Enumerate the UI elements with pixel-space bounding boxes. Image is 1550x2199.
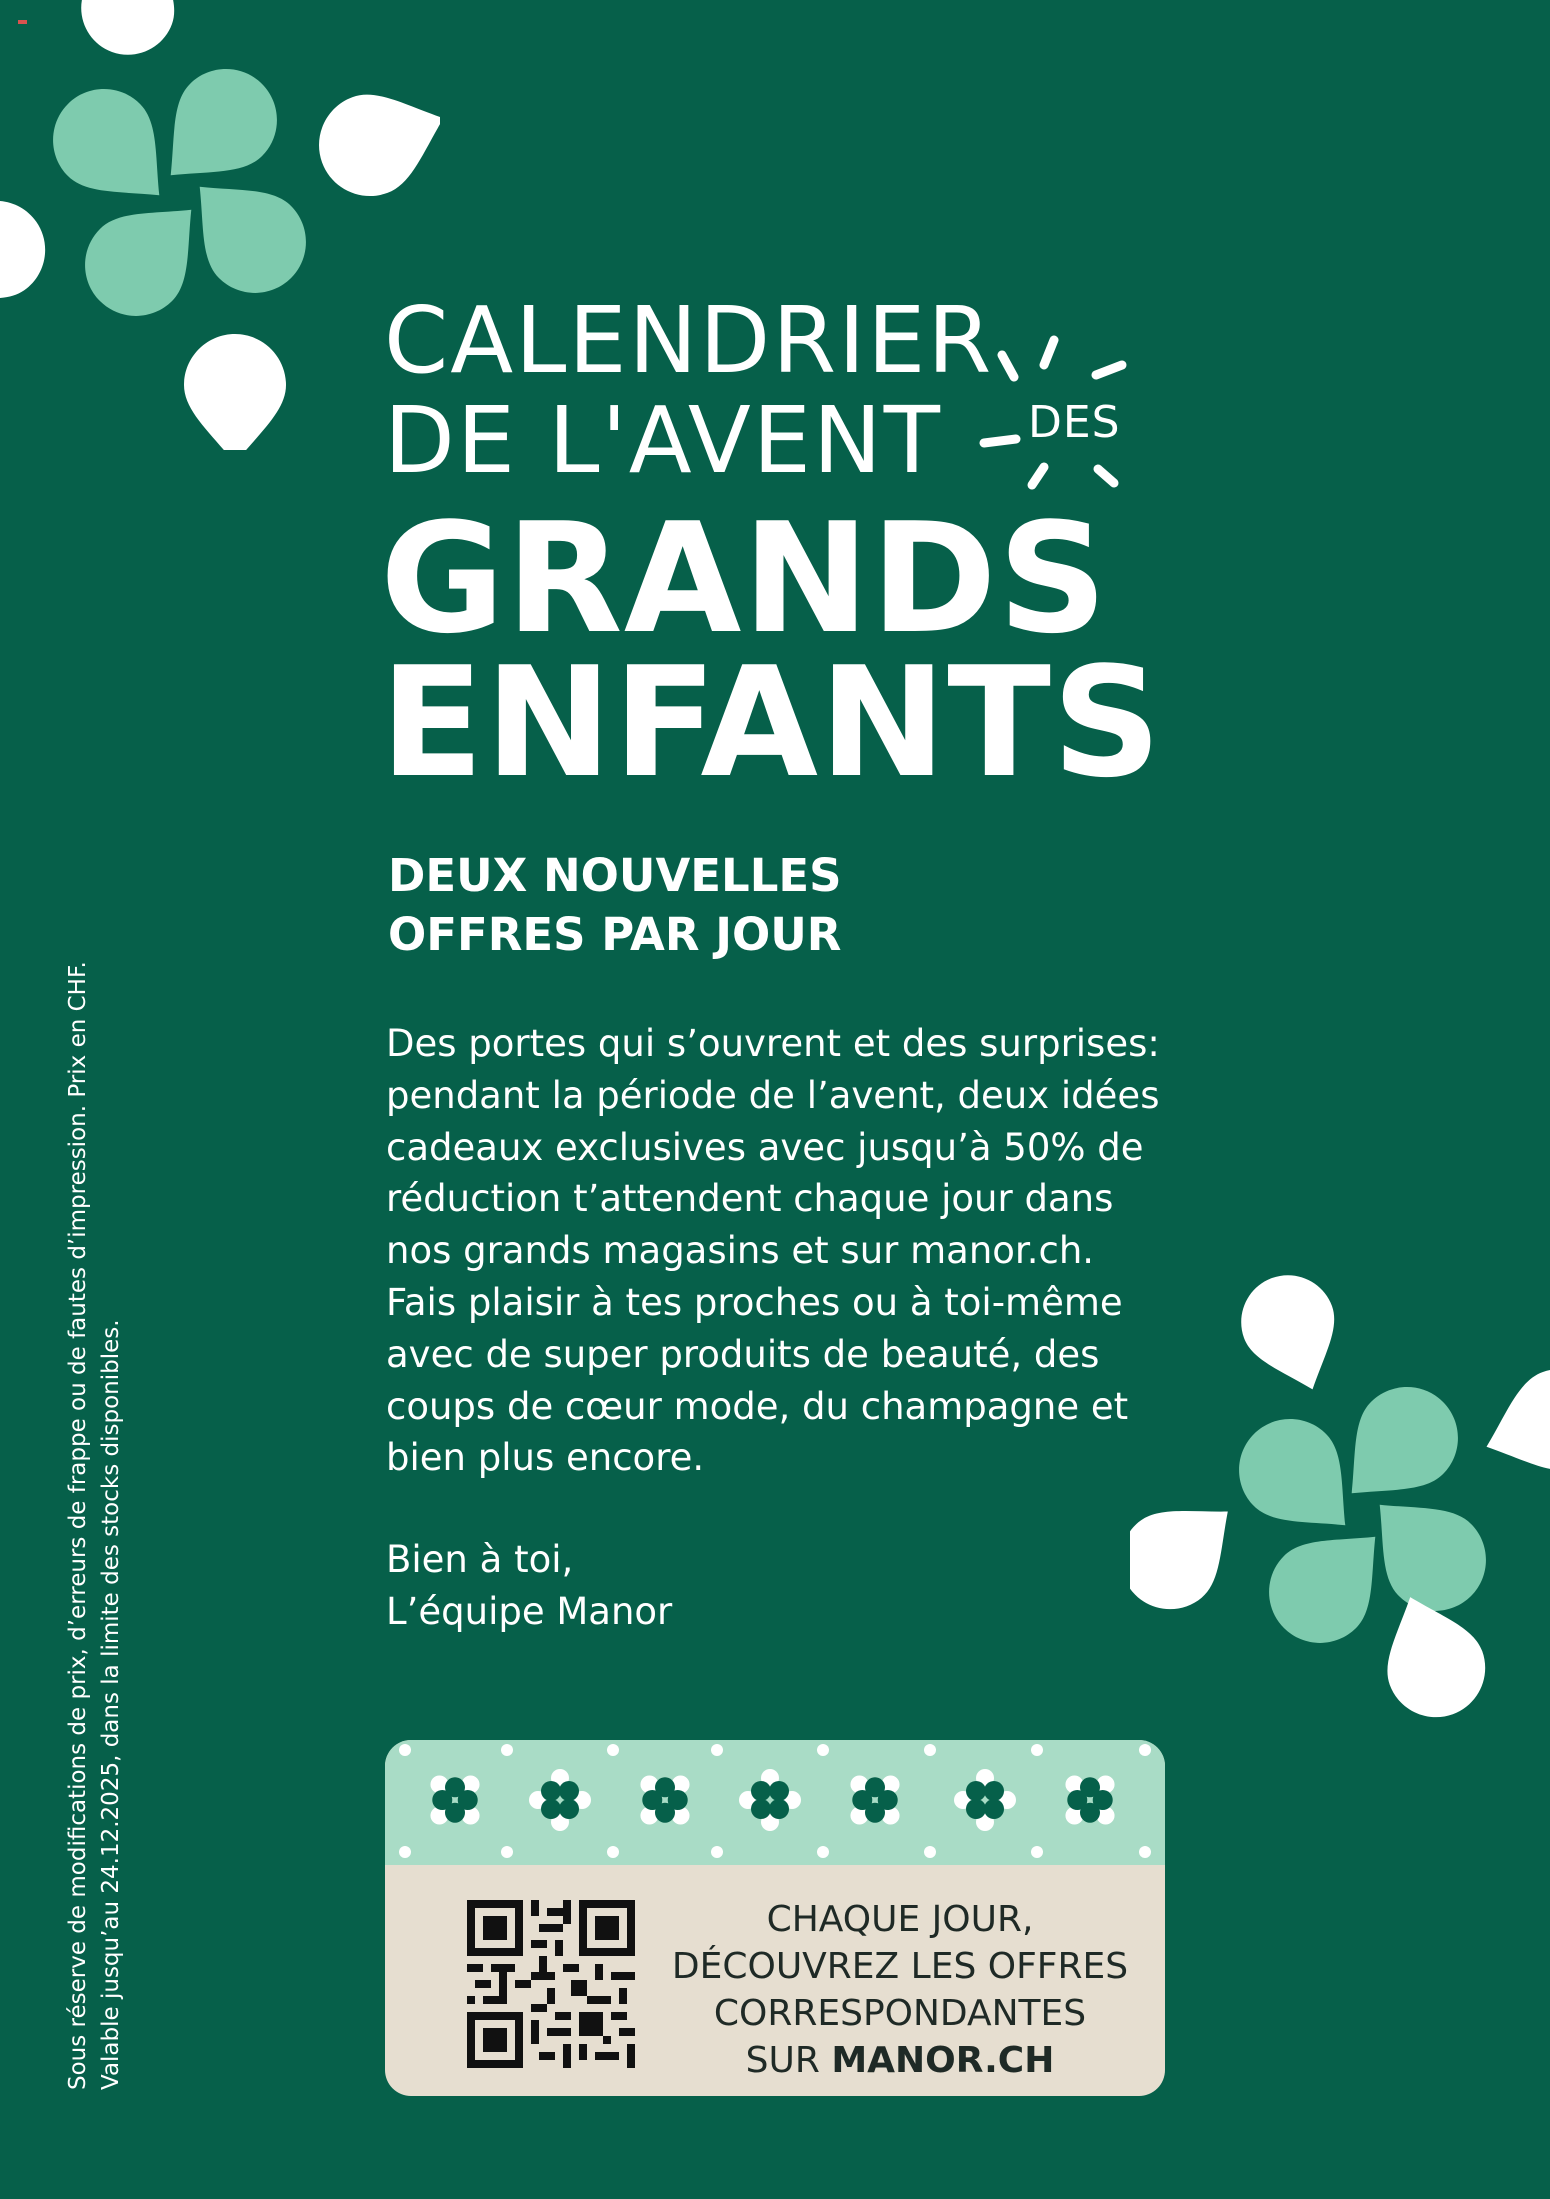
disclaimer-line-2: Valable jusqu’au 24.12.2025, dans la limite des stocks disponibles. xyxy=(98,1319,124,2090)
title-connector: DES xyxy=(1028,397,1121,448)
body-line: coups de cœur mode, du champagne et xyxy=(386,1384,1129,1428)
cta-line-1: CHAQUE JOUR, xyxy=(766,1899,1034,1940)
cta-line-4 xyxy=(655,2037,1145,2084)
body-line: Des portes qui s’ouvrent et des surprises: xyxy=(386,1022,1160,1065)
flower-decoration-icon xyxy=(1130,1230,1550,1730)
legal-disclaimer xyxy=(62,961,128,2090)
body-line: avec de super produits de beauté, des xyxy=(386,1332,1100,1376)
card-pattern xyxy=(385,1740,1165,1865)
subtitle-line-2: OFFRES PAR JOUR xyxy=(388,908,842,961)
subtitle xyxy=(388,846,842,964)
qr-card[interactable] xyxy=(385,1740,1165,2096)
title-line-1: CALENDRIER xyxy=(384,287,994,394)
title-line-3: GRANDS xyxy=(380,490,1109,667)
title-line-2: DE L'AVENT xyxy=(384,387,942,494)
qr-code-icon[interactable] xyxy=(467,1900,635,2068)
signature xyxy=(386,1534,672,1638)
disclaimer-line-1: Sous réserve de modifications de prix, d’erreurs de frappe ou de fautes d’impression. Prix en CHF. xyxy=(65,961,91,2090)
flower-decoration-icon xyxy=(0,0,440,450)
body-paragraph xyxy=(386,1018,1160,1484)
card-cta-text xyxy=(655,1896,1145,2084)
cta-line-2: DÉCOUVREZ LES OFFRES xyxy=(671,1946,1129,1987)
manor-link[interactable]: MANOR.CH xyxy=(831,2040,1055,2081)
subtitle-line-1: DEUX NOUVELLES xyxy=(388,849,842,902)
sunburst-icon xyxy=(974,335,1154,505)
title-line-4: ENFANTS xyxy=(380,634,1163,811)
body-line: pendant la période de l’avent, deux idées xyxy=(386,1073,1160,1117)
body-line: cadeaux exclusives avec jusqu’à 50% de xyxy=(386,1125,1144,1169)
body-line: nos grands magasins et sur manor.ch. xyxy=(386,1229,1095,1273)
body-line: Fais plaisir à tes proches ou à toi-même xyxy=(386,1280,1123,1324)
pattern-flower-icon xyxy=(385,1740,1165,1865)
cta-prefix: SUR xyxy=(745,2040,832,2081)
signature-greeting: Bien à toi, xyxy=(386,1538,574,1581)
body-line: réduction t’attendent chaque jour dans xyxy=(386,1177,1114,1221)
signature-team: L’équipe Manor xyxy=(386,1590,673,1633)
body-line: bien plus encore. xyxy=(386,1436,705,1480)
cta-line-3: CORRESPONDANTES xyxy=(713,1993,1087,2034)
